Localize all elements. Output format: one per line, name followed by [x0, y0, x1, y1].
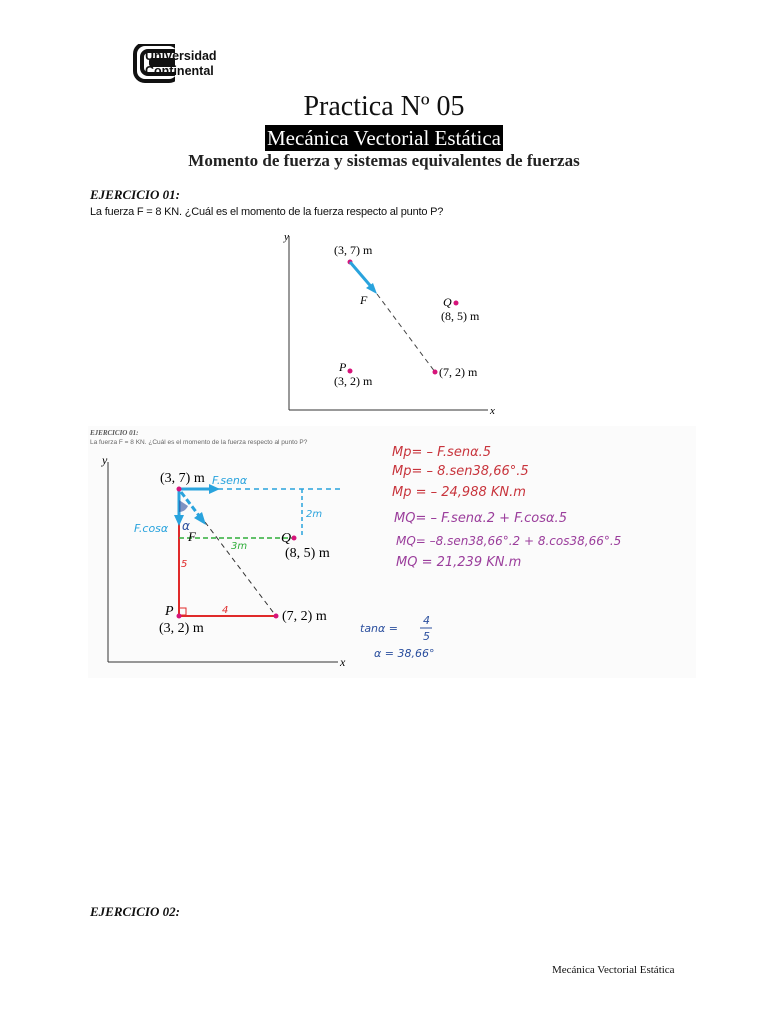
alpha-value: α = 38,66° — [374, 647, 435, 660]
equation-mq-3: MQ = 21,239 KN.m — [396, 555, 522, 570]
point-p-name: P — [339, 360, 347, 374]
page-footer: Mecánica Vectorial Estática — [552, 964, 675, 976]
sol-y-axis-label: y — [102, 453, 108, 467]
point-q — [454, 301, 459, 306]
force-label: F — [360, 293, 368, 307]
equation-mq-1: MQ= – F.senα.2 + F.cosα.5 — [394, 511, 567, 526]
tan-denominator: 5 — [423, 630, 430, 643]
sol-point-end — [274, 614, 279, 619]
point-q-name: Q — [443, 295, 452, 309]
tan-label: tanα = — [360, 622, 398, 635]
exercise-2-label: EJERCICIO 02: — [90, 904, 180, 919]
sol-point-p-name: P — [165, 604, 174, 619]
sol-point-end-label: (7, 2) m — [282, 609, 327, 624]
subject-banner — [0, 125, 768, 151]
equation-mp-1: Mp= – F.senα.5 — [392, 445, 492, 460]
sol-point-p — [177, 614, 182, 619]
sol-point-q — [292, 536, 297, 541]
exercise-1-label: EJERCICIO 01: — [90, 187, 180, 202]
exercise-1-statement: La fuerza F = 8 KN. ¿Cuál es el momento de la fuerza respecto al punto P? — [90, 206, 444, 218]
sol-point-start-label: (3, 7) m — [160, 471, 205, 486]
subject-title: Mecánica Vectorial Estática — [267, 126, 501, 150]
y-axis-label: y — [284, 231, 289, 243]
dim-4: 4 — [222, 605, 229, 616]
point-q-coords: (8, 5) m — [441, 309, 480, 323]
point-p — [348, 369, 353, 374]
x-axis-label: x — [490, 405, 495, 417]
university-name — [145, 49, 217, 79]
dim-3m: 3m — [231, 541, 248, 552]
topic-title: Momento de fuerza y sistemas equivalentes de fuerzas — [188, 151, 580, 170]
logo-line-2: Continental — [145, 64, 214, 78]
fsen-label: F.senα — [212, 474, 248, 487]
sol-force-label: F — [188, 529, 196, 544]
mini-exercise-title: EJERCICIO 01: — [90, 429, 139, 437]
sol-point-p-coords: (3, 2) m — [159, 621, 204, 636]
point-end-label: (7, 2) m — [439, 365, 478, 379]
logo-line-1: Universidad — [145, 49, 217, 63]
page-title: Practica Nº 05 — [303, 91, 465, 122]
dim-5: 5 — [181, 559, 188, 570]
equation-mp-3: Mp = – 24,988 KN.m — [392, 485, 526, 500]
sol-point-start — [177, 487, 182, 492]
sol-x-axis-label: x — [340, 655, 346, 669]
tan-numerator: 4 — [423, 614, 430, 627]
dim-2m: 2m — [306, 509, 323, 520]
exercise-1-solution — [88, 426, 696, 678]
equation-mq-2: MQ= –8.sen38,66°.2 + 8.cos38,66°.5 — [396, 534, 622, 548]
exercise-1-figure — [280, 226, 500, 418]
point-start-label: (3, 7) m — [334, 243, 373, 257]
fcos-label: F.cosα — [134, 522, 169, 535]
sol-point-q-name: Q — [281, 531, 292, 546]
mini-exercise-statement: La fuerza F = 8 KN. ¿Cuál es el momento de la fuerza respecto al punto P? — [90, 439, 308, 446]
equation-mp-2: Mp= – 8.sen38,66°.5 — [392, 464, 529, 479]
alpha-label: α — [182, 519, 190, 533]
point-end — [433, 370, 438, 375]
sol-point-q-coords: (8, 5) m — [285, 546, 330, 561]
point-p-coords: (3, 2) m — [334, 374, 373, 388]
